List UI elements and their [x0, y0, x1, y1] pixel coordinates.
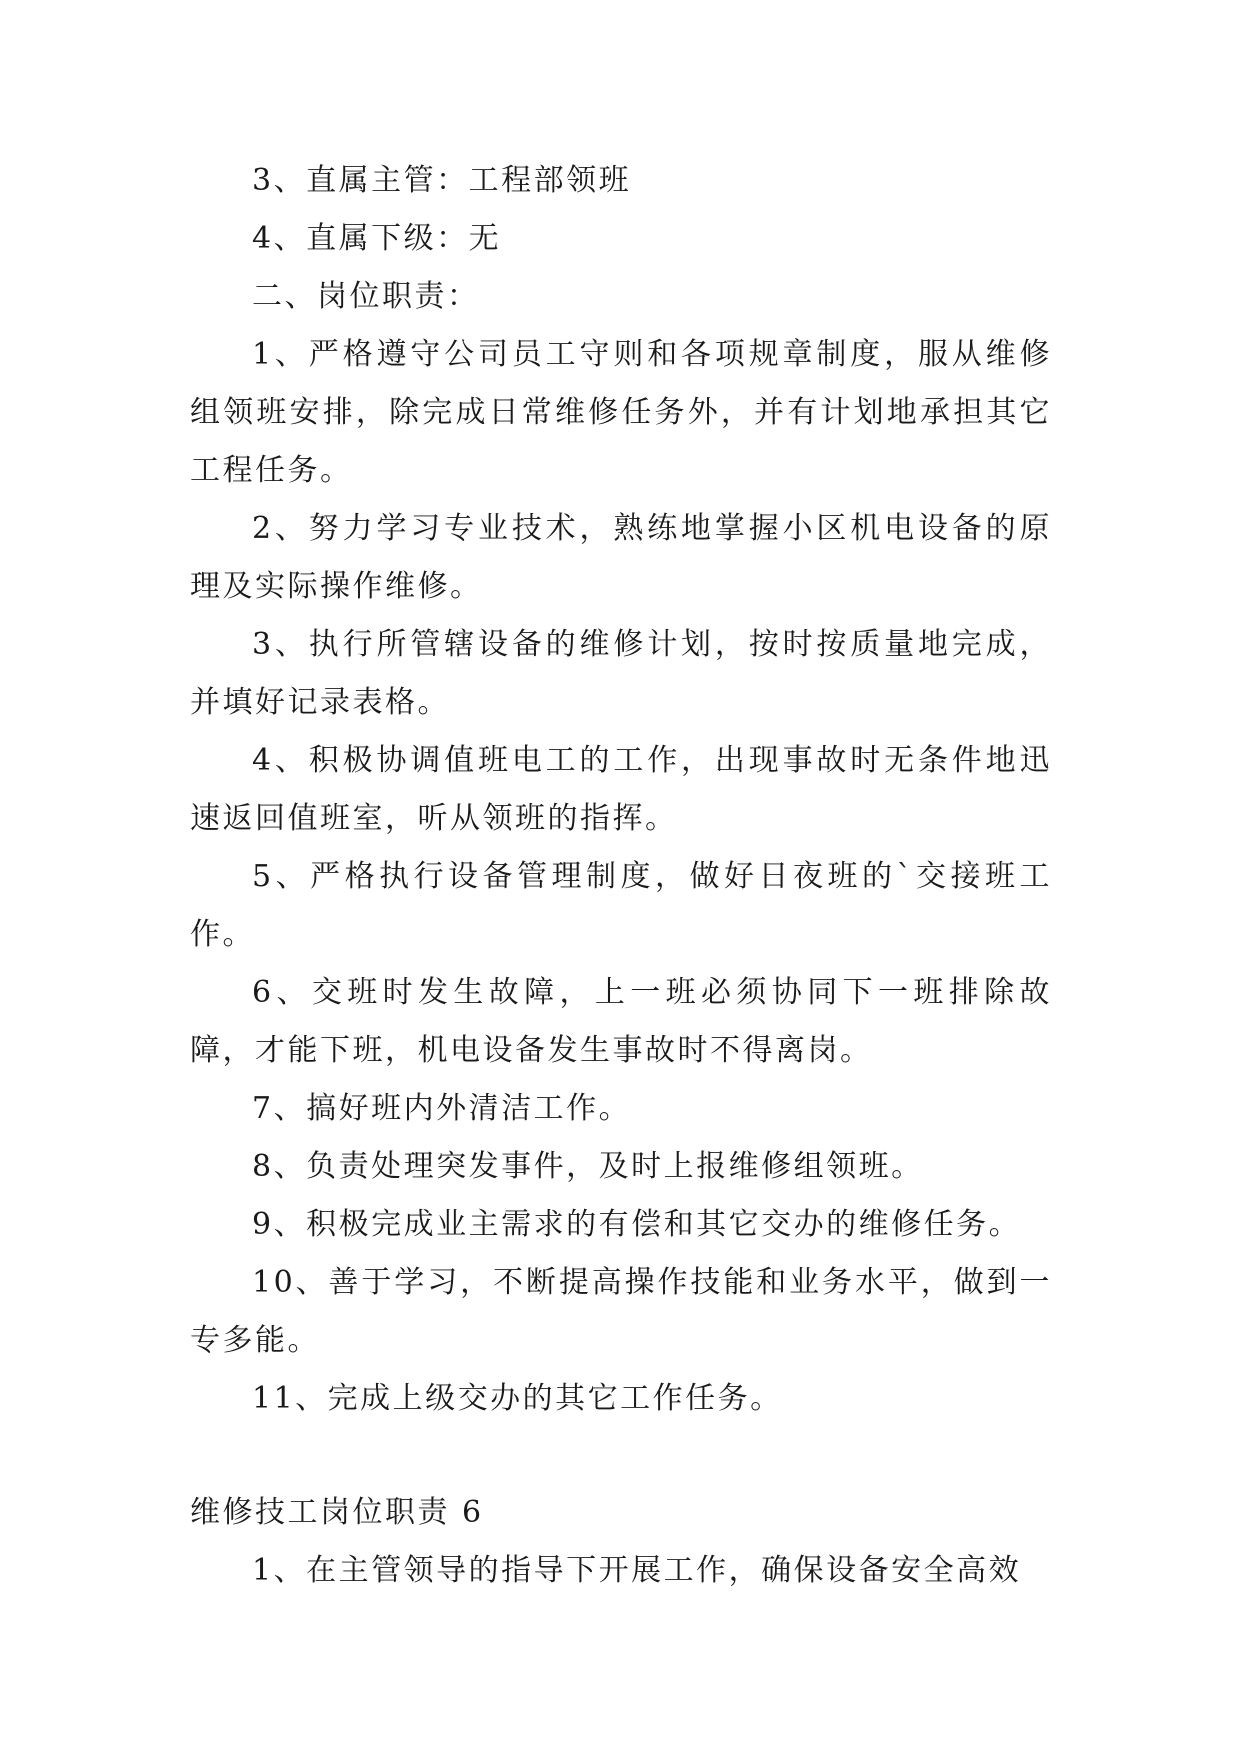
paragraph: 1、在主管领导的指导下开展工作，确保设备安全高效 — [252, 1553, 1022, 1588]
paragraph: 1、严格遵守公司员工守则和各项规章制度，服从维修组领班安排，除完成日常维修任务外，并有计划地承担其它工程任务。 — [190, 337, 1052, 488]
paragraph: 5、严格执行设备管理制度，做好日夜班的`交接班工作。 — [190, 859, 1052, 952]
paragraph: 8、负责处理突发事件，及时上报维修组领班。 — [252, 1149, 924, 1184]
paragraph: 3、直属主管：工程部领班 — [252, 163, 632, 198]
paragraph: 2、努力学习专业技术，熟练地掌握小区机电设备的原理及实际操作维修。 — [190, 511, 1052, 604]
paragraph: 11、完成上级交办的其它工作任务。 — [252, 1381, 783, 1416]
paragraph: 9、积极完成业主需求的有偿和其它交办的维修任务。 — [252, 1207, 1022, 1242]
paragraph: 3、执行所管辖设备的维修计划，按时按质量地完成，并填好记录表格。 — [190, 627, 1052, 720]
paragraph: 7、搞好班内外清洁工作。 — [252, 1091, 632, 1126]
document-body — [190, 152, 1052, 1600]
section-heading: 维修技工岗位职责 6 — [190, 1495, 484, 1530]
paragraph: 二、岗位职责： — [252, 279, 480, 314]
paragraph: 4、直属下级：无 — [252, 221, 502, 256]
paragraph: 10、善于学习，不断提高操作技能和业务水平，做到一专多能。 — [190, 1265, 1052, 1358]
paragraph: 6、交班时发生故障，上一班必须协同下一班排除故障，才能下班，机电设备发生事故时不得离岗。 — [190, 975, 1052, 1068]
paragraph: 4、积极协调值班电工的工作，出现事故时无条件地迅速返回值班室，听从领班的指挥。 — [190, 743, 1052, 836]
